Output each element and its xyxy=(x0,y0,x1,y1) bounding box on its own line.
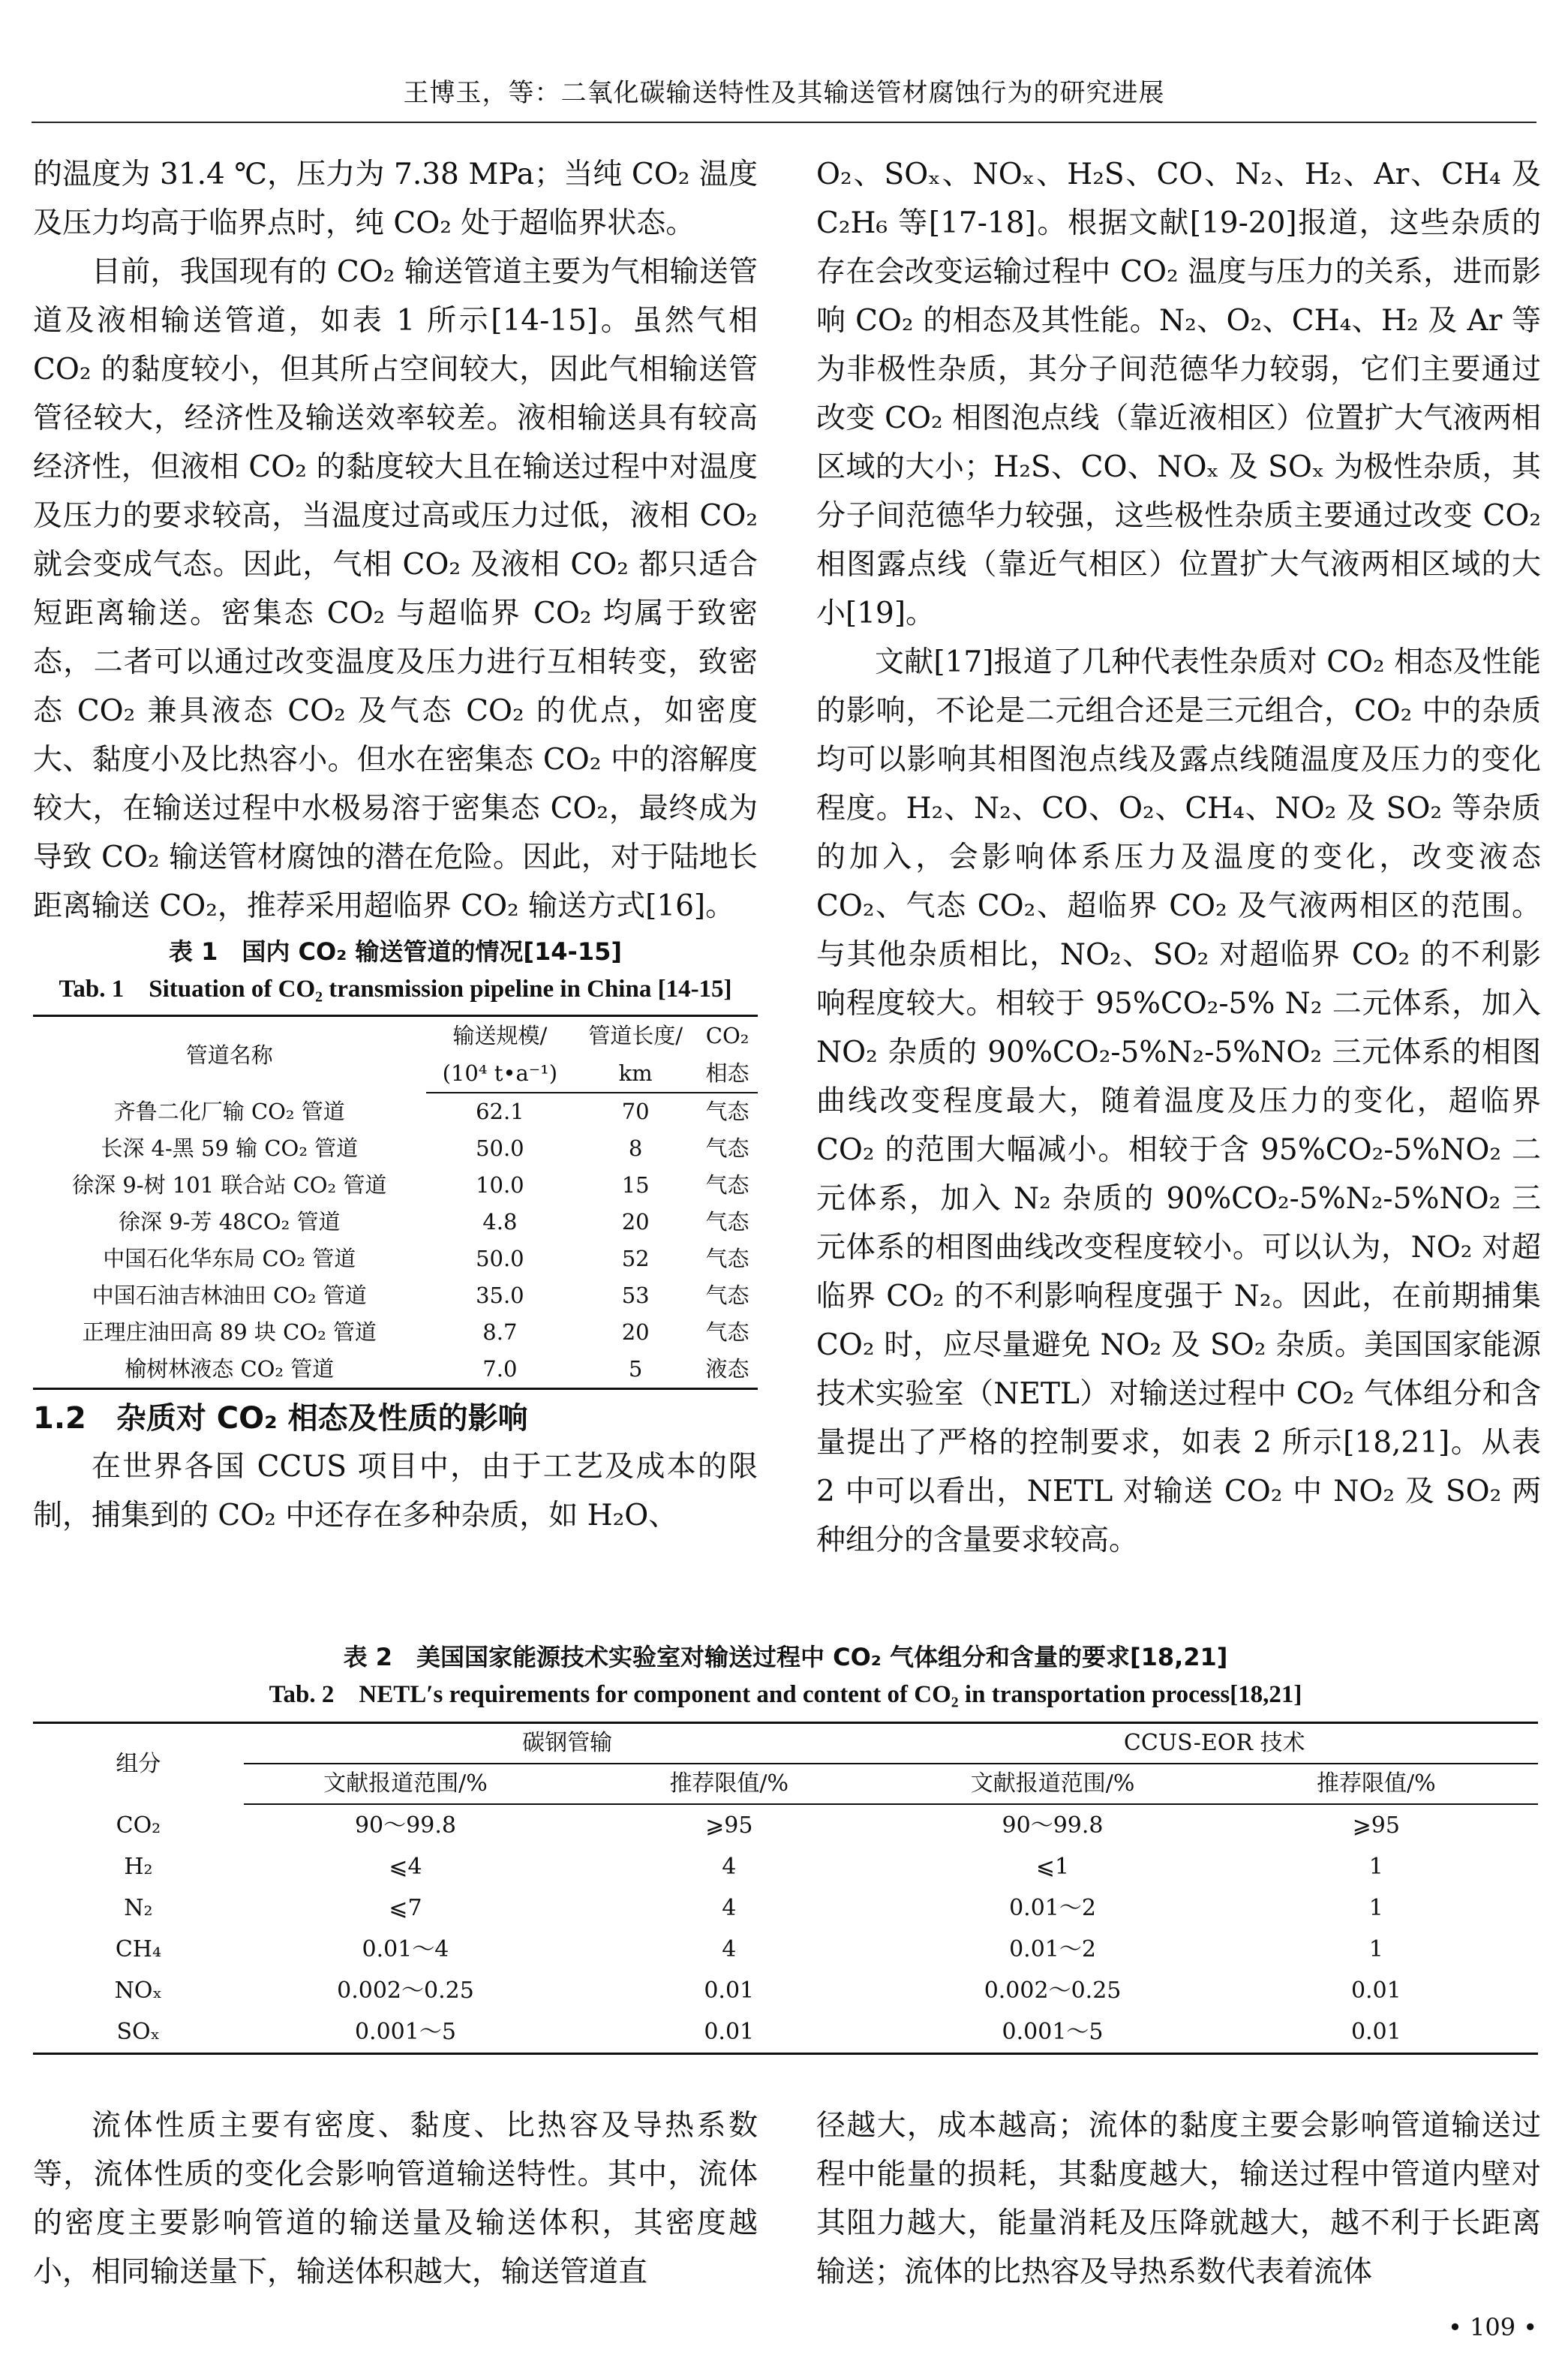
table-cell: 4 xyxy=(722,1854,737,1880)
table1-header-phase: CO₂ xyxy=(705,1023,749,1048)
bottom-left-paragraph: 流体性质主要有密度、黏度、比热容及导热系数等，流体性质的变化会影响管道输送特性。其中，流体的密度主要影响管道的输送量及输送体积，其密度越小，相同输送量下，输送体积越大，输送管道直 xyxy=(33,2109,758,2289)
table-cell: 8 xyxy=(628,1135,643,1161)
table-cell: 90～99.8 xyxy=(354,1812,456,1839)
table-cell: 35.0 xyxy=(476,1283,524,1308)
table-cell: 气态 xyxy=(705,1209,749,1235)
table-cell: NOₓ xyxy=(114,1977,163,2004)
table-cell: 20 xyxy=(621,1209,650,1235)
table2 xyxy=(33,1722,1538,2055)
table1 xyxy=(33,1015,758,1390)
table1-header-name: 管道名称 xyxy=(185,1042,273,1068)
table-cell: 0.001～5 xyxy=(354,2019,456,2045)
table2-header-group-ccus-eor: CCUS-EOR 技术 xyxy=(891,1723,1538,1764)
table2-caption-en: Tab. 2 NETL′s requirements for component and content of CO₂ in transportation process[18,21] xyxy=(269,1681,1302,1708)
table-cell: 52 xyxy=(621,1246,650,1271)
table2-header-group-carbon-steel: 碳钢管输 xyxy=(244,1723,891,1764)
table1-row xyxy=(33,1093,758,1130)
table-cell: 气态 xyxy=(705,1246,749,1271)
table-cell: 1 xyxy=(1368,1936,1383,1962)
table-cell: 气态 xyxy=(705,1135,749,1161)
bottom-left-column xyxy=(33,2101,758,2296)
table2-row xyxy=(33,2011,1538,2054)
table-cell: 气态 xyxy=(705,1172,749,1198)
table2-header-recommended-1: 推荐限值/% xyxy=(567,1764,891,1804)
table1-caption-en: Tab. 1 Situation of CO₂ transmission pipeline in China [14-15] xyxy=(59,976,732,1003)
table-cell: 5 xyxy=(628,1356,643,1382)
left-column xyxy=(33,150,758,1540)
right-paragraph-2: 文献[17]报道了几种代表性杂质对 CO₂ 相态及性能的影响，不论是二元组合还是三元组合，CO₂ 中的杂质均可以影响其相图泡点线及露点线随温度及压力的变化程度。H₂、N₂、CO、O₂、CH₄、NO₂ 及 SO₂ 等杂质的加入，会影响体系压力及温度的变化，改变液态 CO₂、气态 CO₂、超临界 CO₂ 及气液两相区的范围。与其他杂质相比，NO₂、SO₂ 对超临界 CO₂ 的不利影响程度较大。相较于 95%CO₂-5% N₂ 二元体系，加入 NO₂ 杂质的 90%CO₂-5%N₂-5%NO₂ 三元体系的相图曲线改变程度最大，随着温度及压力的变化，超临界 CO₂ 的范围大幅减小。相较于含 95%CO₂-5%NO₂ 二元体系，加入 N₂ 杂质的 90%CO₂-5%N₂-5%NO₂ 三元体系的相图曲线改变程度较小。可以认为，NO₂ 对超临界 CO₂ 的不利影响程度强于 N₂。因此，在前期捕集 CO₂ 时，应尽量避免 NO₂ 及 SO₂ 杂质。美国国家能源技术实验室（NETL）对输送过程中 CO₂ 气体组分和含量提出了严格的控制要求，如表 2 所示[18,21]。从表 2 中可以看出，NETL 对输送 CO₂ 中 NO₂ 及 SO₂ 两种组分的含量要求较高。 xyxy=(816,645,1541,1557)
table-cell: CO₂ xyxy=(116,1812,161,1839)
bottom-right-paragraph: 径越大，成本越高；流体的黏度主要会影响管道输送过程中能量的损耗，其黏度越大，输送过程中管道内壁对其阻力越大，能量消耗及压降就越大，越不利于长距离输送；流体的比热容及导热系数代表着流体 xyxy=(816,2109,1541,2289)
table1-header-length-unit: km xyxy=(574,1054,697,1093)
table1-row xyxy=(33,1277,758,1314)
table-cell: ⩽7 xyxy=(389,1895,422,1921)
left-paragraph-2: 目前，我国现有的 CO₂ 输送管道主要为气相输送管道及液相输送管道，如表 1 所示[14-15]。虽然气相 CO₂ 的黏度较小，但其所占空间较大，因此气相输送管管径较大，经济性及输送效率较差。液相输送具有较高经济性，但液相 CO₂ 的黏度较大且在输送过程中对温度及压力的要求较高，当温度过高或压力过低，液相 CO₂ 就会变成气态。因此，气相 CO₂ 及液相 CO₂ 都只适合短距离输送。密集态 CO₂ 与超临界 CO₂ 均属于致密态，二者可以通过改变温度及压力进行互相转变，致密态 CO₂ 兼具液态 CO₂ 及气态 CO₂ 的优点，如密度大、黏度小及比热容小。但水在密集态 CO₂ 中的溶解度较大，在输送过程中水极易溶于密集态 CO₂，最终成为导致 CO₂ 输送管材腐蚀的潜在危险。因此，对于陆地长距离输送 CO₂，推荐采用超临界 CO₂ 输送方式[16]。 xyxy=(33,255,758,923)
table-cell: ⩾95 xyxy=(705,1812,753,1839)
table-cell: 0.01 xyxy=(1350,1977,1401,2004)
table-cell: 1 xyxy=(1368,1854,1383,1880)
table-cell: 8.7 xyxy=(482,1319,518,1345)
table1-header-length: 管道长度/ xyxy=(588,1023,683,1048)
left-paragraph-3: 在世界各国 CCUS 项目中，由于工艺及成本的限制，捕集到的 CO₂ 中还存在多种杂质，如 H₂O、 xyxy=(33,1450,758,1532)
table2-row xyxy=(33,1887,1538,1929)
table-cell: 7.0 xyxy=(482,1356,518,1382)
table1-header-scale-unit: (10⁴ t•a⁻¹) xyxy=(426,1054,575,1093)
table-cell: 气态 xyxy=(705,1319,749,1345)
table-cell: 中国石油吉林油田 CO₂ 管道 xyxy=(92,1283,367,1308)
table-cell: N₂ xyxy=(124,1895,153,1921)
right-paragraph-1: O₂、SOₓ、NOₓ、H₂S、CO、N₂、H₂、Ar、CH₄ 及 C₂H₆ 等[17-18]。根据文献[19-20]报道，这些杂质的存在会改变运输过程中 CO₂ 温度与压力的关系，进而影响 CO₂ 的相态及其性能。N₂、O₂、CH₄、H₂ 及 Ar 等为非极性杂质，其分子间范德华力较弱，它们主要通过改变 CO₂ 相图泡点线（靠近液相区）位置扩大气液两相区域的大小；H₂S、CO、NOₓ 及 SOₓ 为极性杂质，其分子间范德华力较强，这些极性杂质主要通过改变 CO₂ 相图露点线（靠近气相区）位置扩大气液两相区域的大小[19]。 xyxy=(816,158,1541,630)
table1-row xyxy=(33,1130,758,1167)
table-cell: 0.01 xyxy=(704,2019,755,2045)
table-cell: CH₄ xyxy=(115,1936,161,1962)
table-cell: 长深 4-黑 59 输 CO₂ 管道 xyxy=(101,1135,359,1161)
bottom-right-column xyxy=(816,2101,1541,2296)
table-cell: 15 xyxy=(621,1172,650,1198)
right-column xyxy=(816,150,1541,1565)
table2-header-reported-2: 文献报道范围/% xyxy=(891,1764,1214,1804)
table-cell: 0.002～0.25 xyxy=(337,1977,474,2004)
table-cell: 0.002～0.25 xyxy=(984,1977,1122,2004)
table-cell: 0.01 xyxy=(1350,2019,1401,2045)
table1-row xyxy=(33,1314,758,1351)
table-cell: 气态 xyxy=(705,1283,749,1308)
table1-caption-cn: 表 1 国内 CO₂ 输送管道的情况[14-15] xyxy=(169,937,622,966)
left-paragraph-1: 的温度为 31.4 ℃，压力为 7.38 MPa；当纯 CO₂ 温度及压力均高于临界点时，纯 CO₂ 处于超临界状态。 xyxy=(33,158,758,240)
table-cell: 榆树林液态 CO₂ 管道 xyxy=(125,1356,335,1382)
table2-header-recommended-2: 推荐限值/% xyxy=(1215,1764,1538,1804)
table2-header-component: 组分 xyxy=(116,1750,161,1777)
table-cell: 4 xyxy=(722,1895,737,1921)
table1-header-scale: 输送规模/ xyxy=(452,1023,548,1048)
table-cell: 液态 xyxy=(705,1356,749,1382)
table-cell: 4.8 xyxy=(482,1209,518,1235)
table2-row xyxy=(33,1929,1538,1970)
table-cell: 气态 xyxy=(705,1099,749,1124)
table-cell: 20 xyxy=(621,1319,650,1345)
table2-row xyxy=(33,1804,1538,1846)
table-cell: 徐深 9-树 101 联合站 CO₂ 管道 xyxy=(72,1172,387,1198)
table-cell: 50.0 xyxy=(476,1246,524,1271)
table-cell: 90～99.8 xyxy=(1002,1812,1104,1839)
table-cell: 53 xyxy=(621,1283,650,1308)
page-number: • 109 • xyxy=(1448,2313,1538,2341)
table2-row xyxy=(33,1846,1538,1887)
running-header: 王博玉，等：二氧化碳输送特性及其输送管材腐蚀行为的研究进展 xyxy=(403,78,1165,108)
table-cell: ⩽4 xyxy=(389,1854,422,1880)
table2-caption-cn: 表 2 美国国家能源技术实验室对输送过程中 CO₂ 气体组分和含量的要求[18,21] xyxy=(343,1643,1228,1671)
table-cell: 50.0 xyxy=(476,1135,524,1161)
table-cell: 62.1 xyxy=(476,1099,524,1124)
table-cell: 70 xyxy=(621,1099,650,1124)
table-cell: 4 xyxy=(722,1936,737,1962)
table-cell: 正理庄油田高 89 块 CO₂ 管道 xyxy=(82,1319,377,1345)
table2-row xyxy=(33,1970,1538,2011)
table1-header-phase-unit: 相态 xyxy=(697,1054,758,1093)
table-cell: H₂ xyxy=(124,1854,153,1880)
table-cell: 徐深 9-芳 48CO₂ 管道 xyxy=(119,1209,341,1235)
table1-row xyxy=(33,1241,758,1277)
table-cell: 0.01 xyxy=(704,1977,755,2004)
table1-row xyxy=(33,1351,758,1389)
table1-row xyxy=(33,1167,758,1204)
table-cell: 0.01～4 xyxy=(362,1936,449,1962)
table-cell: 1 xyxy=(1368,1895,1383,1921)
table2-header-reported-1: 文献报道范围/% xyxy=(244,1764,567,1804)
table-cell: SOₓ xyxy=(116,2019,161,2045)
section-heading-1-2: 1.2 杂质对 CO₂ 相态及性质的影响 xyxy=(33,1401,528,1436)
table-cell: 0.01～2 xyxy=(1009,1936,1096,1962)
table2-block xyxy=(33,1636,1538,2055)
table1-row xyxy=(33,1204,758,1241)
table-cell: 0.001～5 xyxy=(1002,2019,1104,2045)
table-cell: ⩾95 xyxy=(1352,1812,1400,1839)
table-cell: 中国石化华东局 CO₂ 管道 xyxy=(103,1246,356,1271)
table-cell: ⩽1 xyxy=(1035,1854,1070,1880)
table-cell: 齐鲁二化厂输 CO₂ 管道 xyxy=(113,1098,345,1124)
table-cell: 10.0 xyxy=(476,1172,524,1198)
header-rule xyxy=(32,122,1536,123)
table-cell: 0.01～2 xyxy=(1009,1895,1096,1921)
